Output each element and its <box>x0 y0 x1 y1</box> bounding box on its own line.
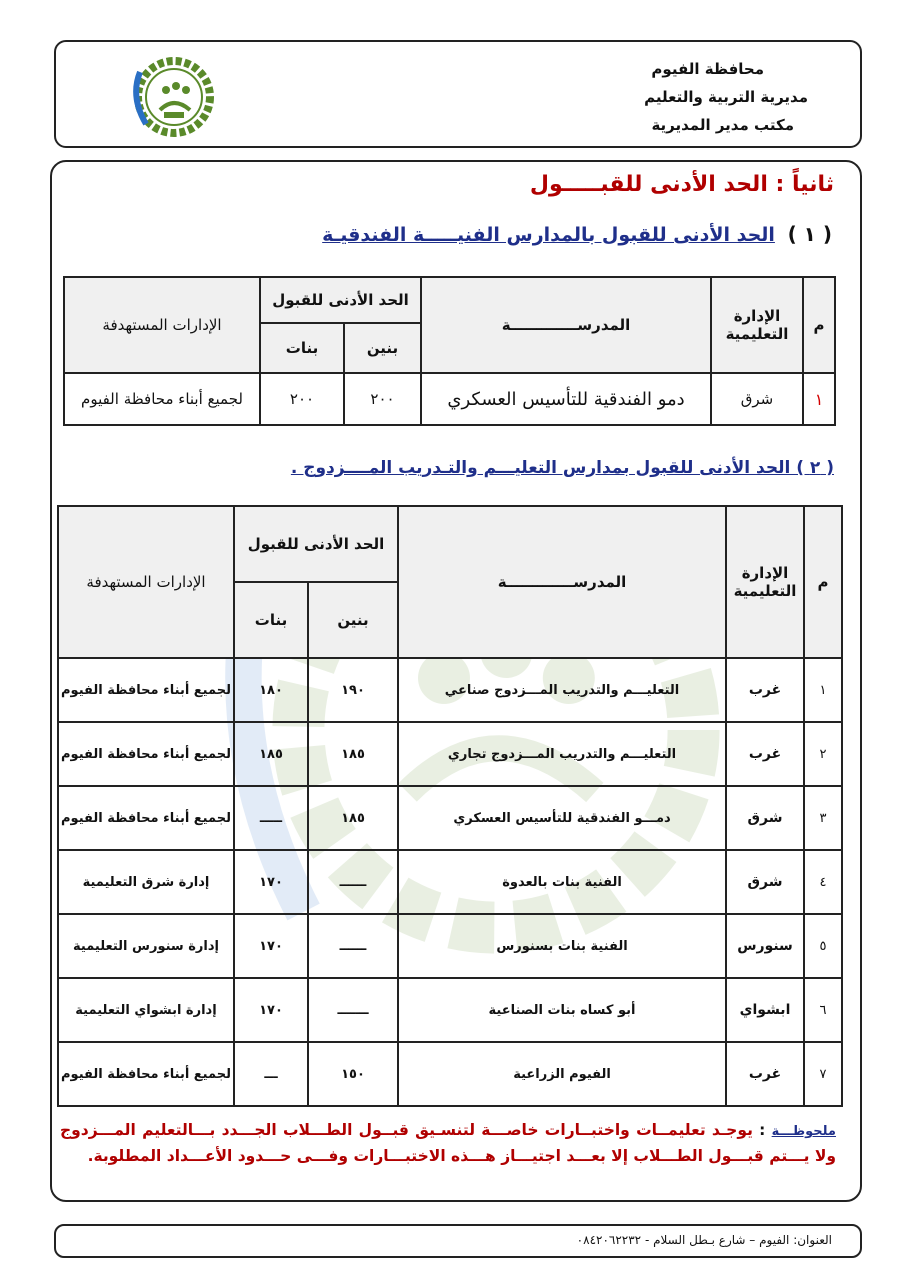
cell-admin: غرب <box>726 658 804 722</box>
cell-idx: ١ <box>804 658 842 722</box>
table-row <box>58 850 842 914</box>
header-directorate: مديرية التربية والتعليم <box>644 88 808 106</box>
cell-school: أبو كساه بنات الصناعية <box>398 978 726 1042</box>
cell-school: التعليـــم والتدريب المـــزدوج تجاري <box>398 722 726 786</box>
col-header-admin: الإدارة التعليمية <box>711 277 803 373</box>
cell-girls: ١٧٠ <box>234 850 308 914</box>
cell-boys: ١٨٥ <box>308 722 398 786</box>
subsection-1-title <box>322 222 832 246</box>
cell-boys: ــــــ <box>308 914 398 978</box>
header-office: مكتب مدير المديرية <box>651 116 794 134</box>
cell-school: الفيوم الزراعية <box>398 1042 726 1106</box>
note-label: ملحوظـــة <box>771 1124 836 1139</box>
cell-idx: ٥ <box>804 914 842 978</box>
hotel-schools-table <box>63 276 836 426</box>
cell-boys: ٢٠٠ <box>344 373 421 425</box>
cell-target: إدارة سنورس التعليمية <box>58 914 234 978</box>
cell-admin: ابشواي <box>726 978 804 1042</box>
cell-target: إدارة ابشواي التعليمية <box>58 978 234 1042</box>
table-row <box>58 914 842 978</box>
col-header-idx: م <box>803 277 835 373</box>
cell-admin: سنورس <box>726 914 804 978</box>
cell-boys: ـــــــ <box>308 978 398 1042</box>
col-header-min: الحد الأدنى للقبول <box>260 277 421 323</box>
cell-school: الفنية بنات بالعدوة <box>398 850 726 914</box>
header-governorate: محافظة الفيوم <box>651 60 764 78</box>
cell-idx: ١ <box>803 373 835 425</box>
subsection-1-text: الحد الأدنى للقبول بالمدارس الفنيـــــة الفندقيـة <box>322 224 775 246</box>
dual-education-table <box>57 505 843 1107</box>
cell-girls: ١٨٠ <box>234 658 308 722</box>
table-row <box>58 722 842 786</box>
section-title: ثانياً : الحد الأدنى للقبـــــول <box>529 172 834 197</box>
cell-target: لجميع أبناء محافظة الفيوم <box>58 1042 234 1106</box>
col-header-target: الإدارات المستهدفة <box>58 506 234 658</box>
directorate-logo-icon <box>126 52 216 142</box>
cell-admin: شرق <box>726 786 804 850</box>
col-header-idx: م <box>804 506 842 658</box>
cell-boys: ١٨٥ <box>308 786 398 850</box>
cell-school: دمـــو الفندقية للتأسيس العسكري <box>398 786 726 850</box>
col-header-school: المدرســـــــــــــة <box>421 277 711 373</box>
cell-girls: ـــ <box>234 1042 308 1106</box>
cell-target: لجميع أبناء محافظة الفيوم <box>58 722 234 786</box>
cell-target: لجميع أبناء محافظة الفيوم <box>58 658 234 722</box>
cell-girls: ١٨٥ <box>234 722 308 786</box>
cell-girls: ٢٠٠ <box>260 373 344 425</box>
col-header-target: الإدارات المستهدفة <box>64 277 260 373</box>
cell-target: لجميع أبناء محافظة الفيوم <box>64 373 260 425</box>
col-header-boys: بنين <box>308 582 398 658</box>
cell-idx: ٣ <box>804 786 842 850</box>
col-header-school: المدرســـــــــــــة <box>398 506 726 658</box>
cell-idx: ٤ <box>804 850 842 914</box>
cell-idx: ٢ <box>804 722 842 786</box>
table-row <box>64 373 835 425</box>
cell-boys: ١٩٠ <box>308 658 398 722</box>
subsection-2-title: ( ٢ ) الحد الأدنى للقبول بمدارس التعليـــم والتـدريب المــــزدوج . <box>290 458 834 478</box>
cell-school: الفنية بنات بسنورس <box>398 914 726 978</box>
footer-address: العنوان: الفيوم – شارع بـطل السلام - ٠٨٤٢٠٦٢٢٣٢ <box>576 1233 832 1247</box>
subsection-1-number: ( ١ ) <box>787 222 832 246</box>
col-header-min: الحد الأدنى للقبول <box>234 506 398 582</box>
note-text: يوجـد تعليمــات واختبــارات خاصـــة لتنسـيق قبــول الطـــلاب الجـــدد بـــالتعليم المـــزدوج ولا يـــتم قبـــول الطـــلاب إلا بعـــد اجتيـــاز هـــذه الاختبـــارات وفـــى حـــدود الأعـــداد المطلوبة. <box>60 1121 836 1165</box>
cell-boys: ١٥٠ <box>308 1042 398 1106</box>
cell-admin: غرب <box>726 1042 804 1106</box>
table-row <box>58 786 842 850</box>
note-paragraph <box>60 1118 836 1168</box>
col-header-boys: بنين <box>344 323 421 373</box>
cell-admin: شرق <box>726 850 804 914</box>
cell-girls: ١٧٠ <box>234 978 308 1042</box>
cell-school: دمو الفندقية للتأسيس العسكري <box>421 373 711 425</box>
cell-girls: ـــــ <box>234 786 308 850</box>
cell-idx: ٦ <box>804 978 842 1042</box>
note-colon: : <box>759 1121 766 1139</box>
cell-school: التعليـــم والتدريب المـــزدوج صناعي <box>398 658 726 722</box>
col-header-admin: الإدارة التعليمية <box>726 506 804 658</box>
cell-girls: ١٧٠ <box>234 914 308 978</box>
table-row <box>58 658 842 722</box>
table-row <box>58 978 842 1042</box>
col-header-girls: بنات <box>260 323 344 373</box>
cell-idx: ٧ <box>804 1042 842 1106</box>
col-header-girls: بنات <box>234 582 308 658</box>
cell-boys: ــــــ <box>308 850 398 914</box>
cell-target: إدارة شرق التعليمية <box>58 850 234 914</box>
cell-target: لجميع أبناء محافظة الفيوم <box>58 786 234 850</box>
table-row <box>58 1042 842 1106</box>
cell-admin: غرب <box>726 722 804 786</box>
cell-admin: شرق <box>711 373 803 425</box>
